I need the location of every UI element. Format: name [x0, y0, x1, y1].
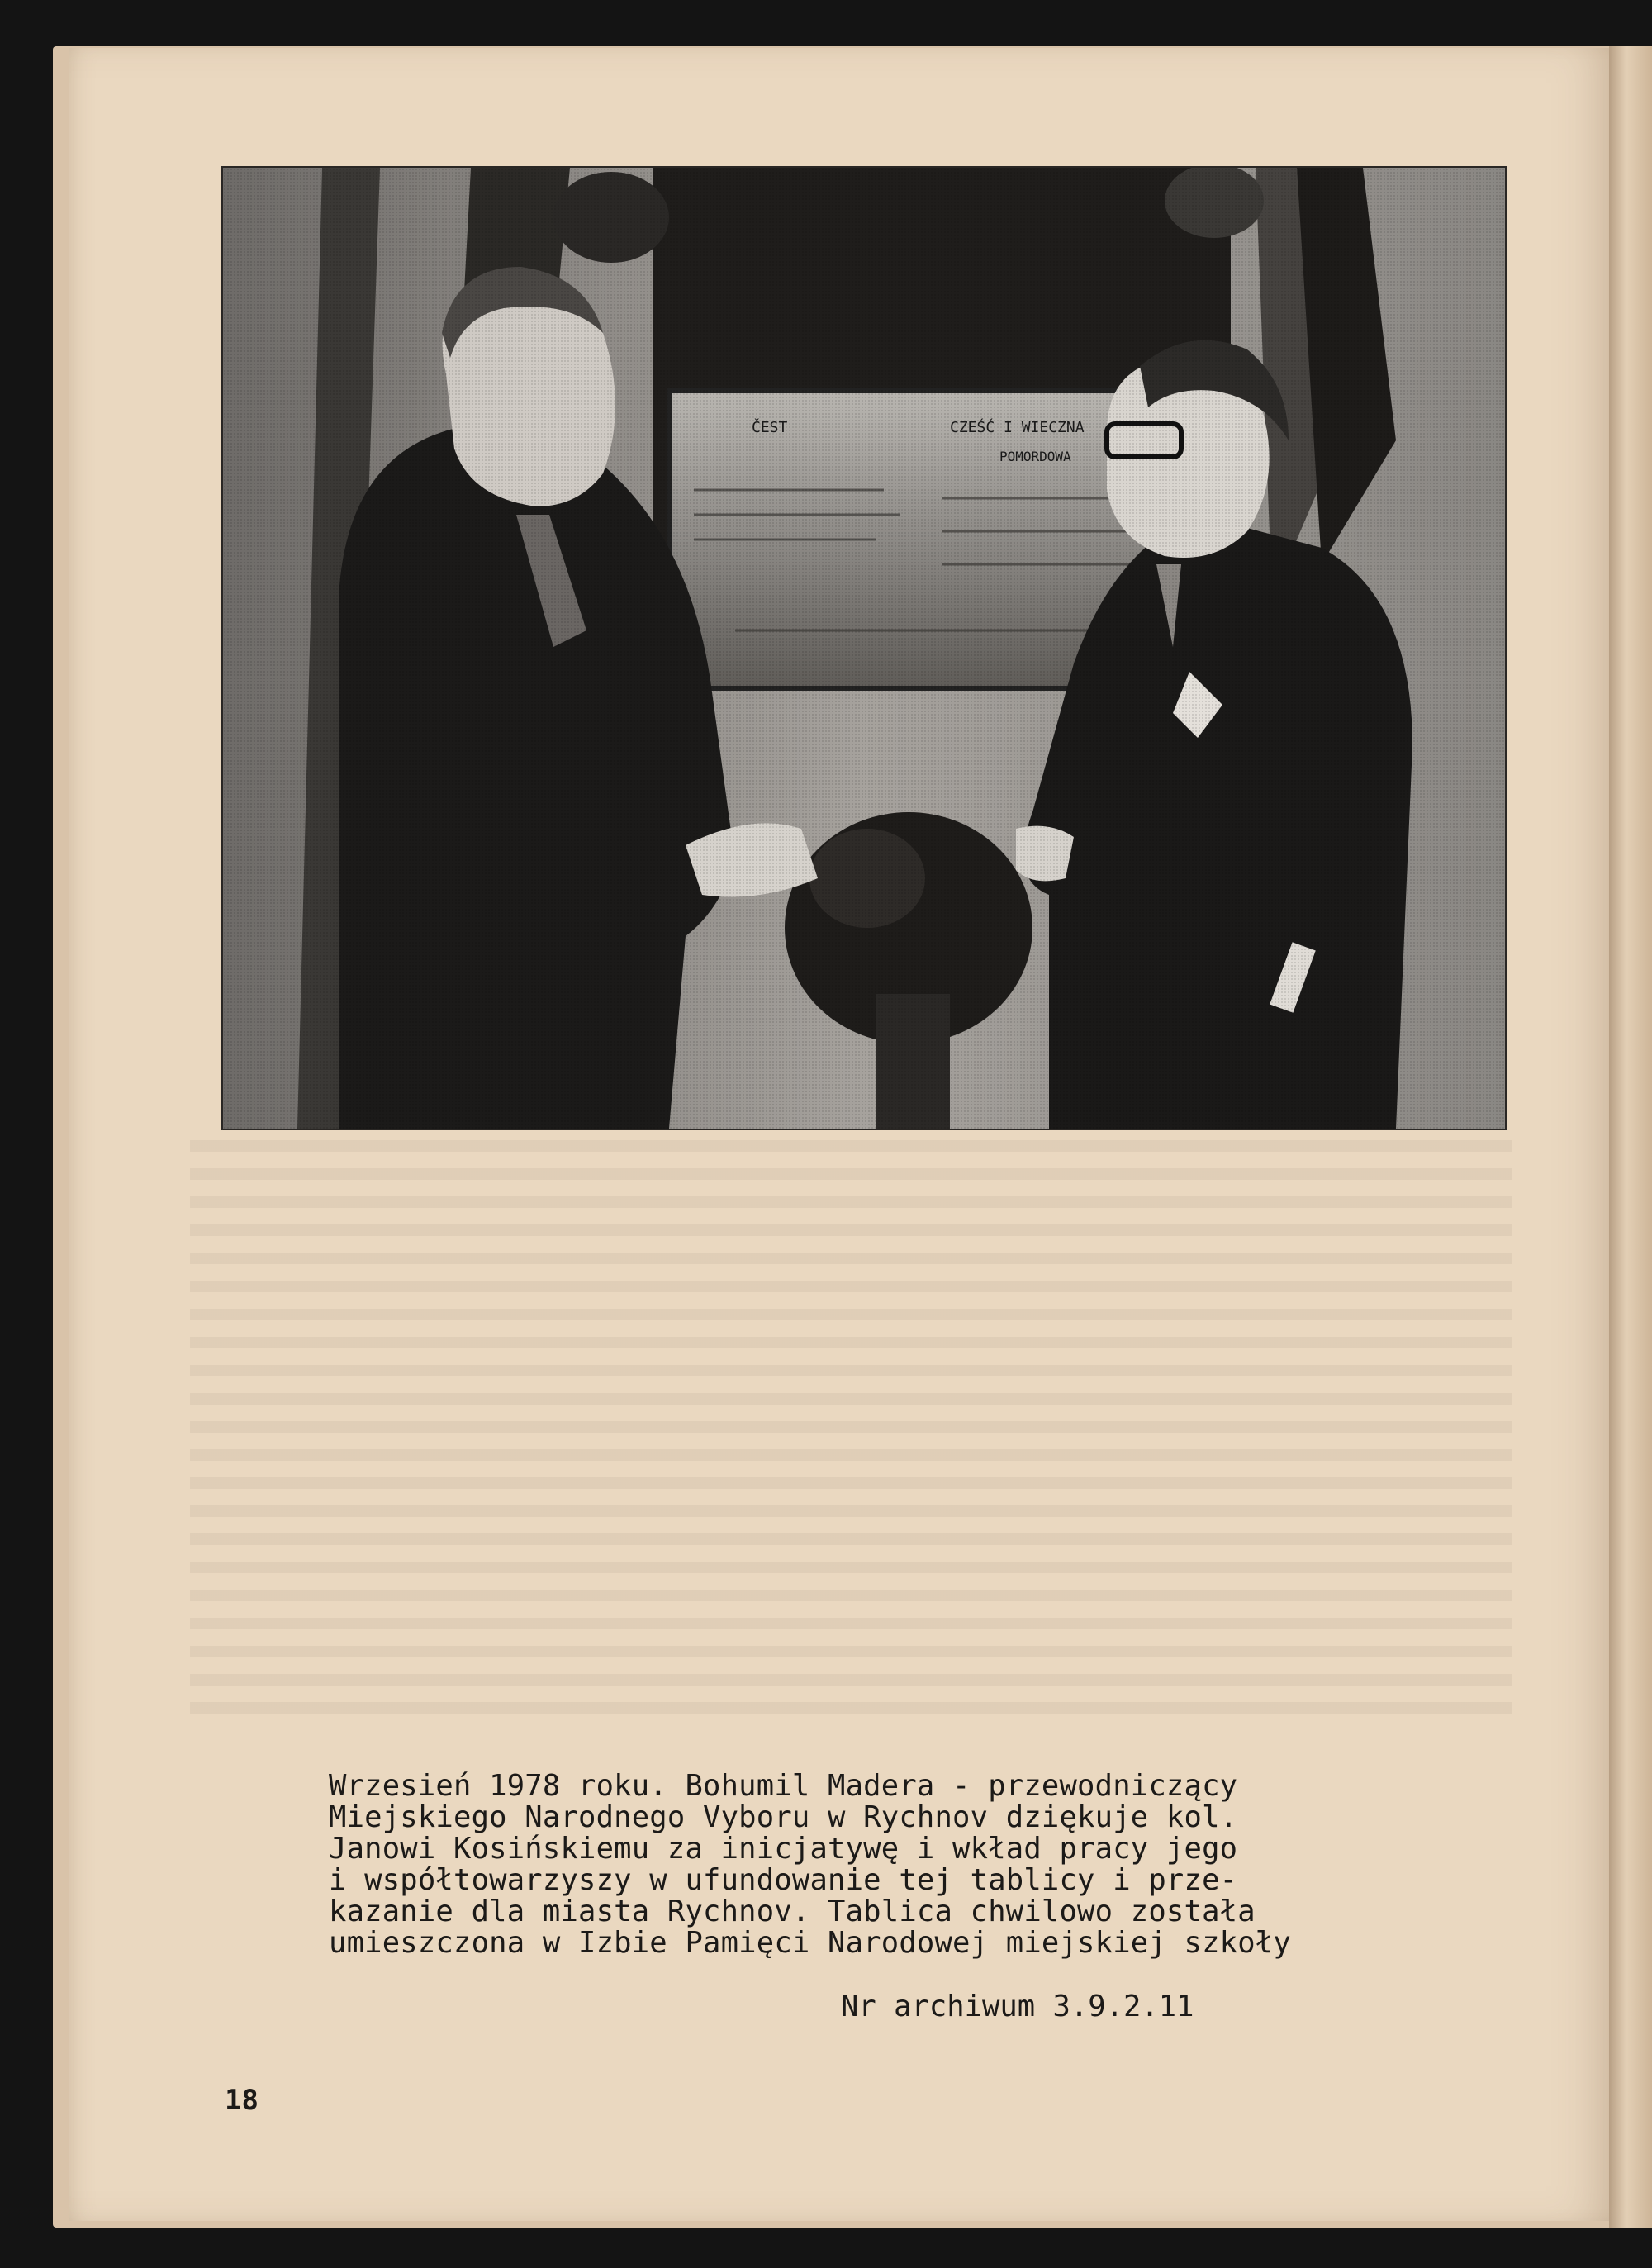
page-number: 18 — [225, 2084, 259, 2117]
book-gutter — [1609, 46, 1652, 2228]
photo-illustration — [223, 168, 1505, 1129]
caption-line: Janowi Kosińskiemu za inicjatywę i wkład pracy jego — [329, 1832, 1238, 1866]
caption-line: Miejskiego Narodnego Vyboru w Rychnov dziękuje kol. — [329, 1800, 1238, 1834]
caption-line: umieszczona w Izbie Pamięci Narodowej miejskiej szkoły — [329, 1926, 1291, 1960]
caption-line: kazanie dla miasta Rychnov. Tablica chwilowo została — [329, 1895, 1256, 1928]
caption-line: Wrzesień 1978 roku. Bohumil Madera - przewodniczący — [329, 1769, 1238, 1803]
archive-number: Nr archiwum 3.9.2.11 — [841, 1990, 1194, 2023]
caption-line: i współtowarzyszy w ufundowanie tej tablicy i prze- — [329, 1863, 1238, 1897]
photo-caption — [329, 1771, 1403, 1959]
photograph-handshake — [221, 166, 1507, 1130]
